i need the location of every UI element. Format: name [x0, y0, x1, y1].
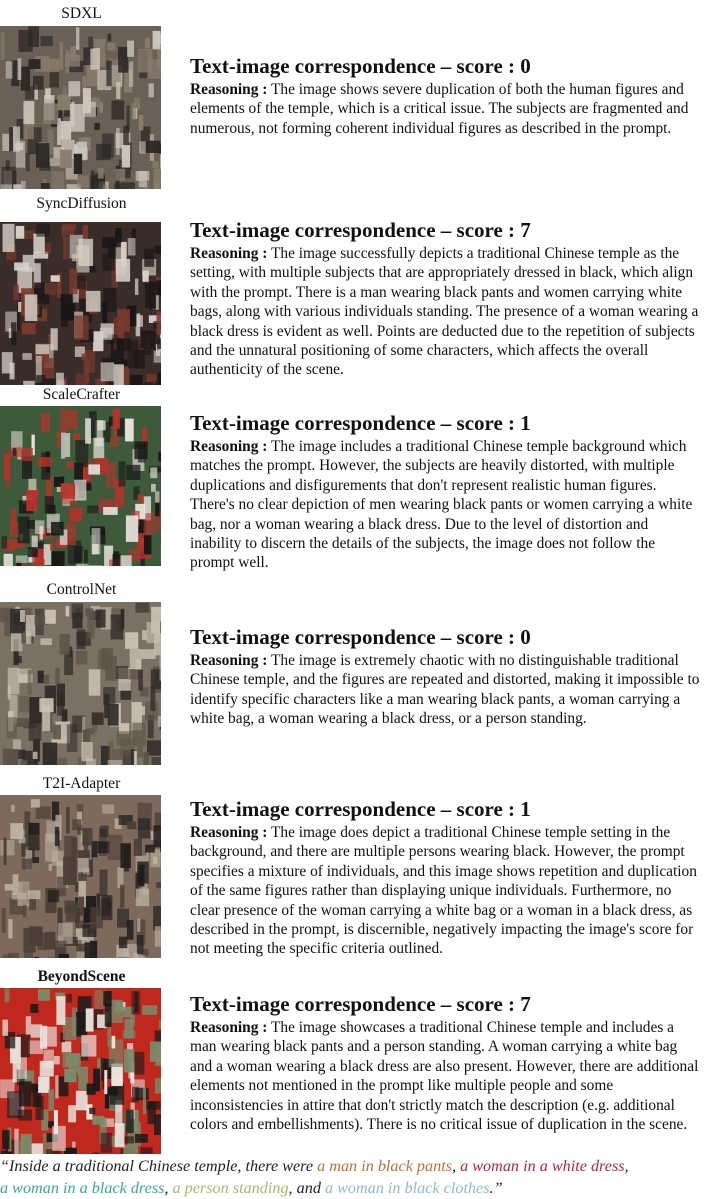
reasoning-text: [190, 437, 702, 573]
reasoning-body: The image includes a traditional Chinese temple background which matches the prompt. However, the subjects are heavily distorted, with multiple duplications and disfigurements that don't represent realistic human figures. There's no clear depiction of men wearing black pants or women carrying a white bag, nor a woman wearing a black dress. Due to the level of distortion and inability to discern the details of the subjects, the image does not follow the prompt well.: [190, 438, 692, 571]
reasoning-label: Reasoning :: [190, 824, 267, 841]
reasoning-label: Reasoning :: [190, 1019, 267, 1036]
method-label: BeyondScene: [0, 968, 163, 986]
comparison-entry-beyondscene: [0, 966, 706, 1156]
generated-image-controlnet: [0, 602, 161, 765]
score-title: Text-image correspondence – score : 1: [190, 411, 702, 435]
reasoning-body: The image successfully depicts a traditional Chinese temple as the setting, with multiple subjects that are appropriately dressed in black, which align with the prompt. There is a man wearing black pants and women carrying white bags, along with various individuals standing. The presence of a woman wearing a black dress is evident as well. Points are deducted due to the repetition of subjects and the unnatural positioning of some characters, which affects the overall authenticity of the scene.: [190, 245, 698, 378]
caption-close: .”: [490, 1179, 503, 1197]
caption-segment-woman-white-dress: a woman in a white dress: [460, 1157, 624, 1175]
caption-segment-woman-black-dress: a woman in a black dress: [0, 1179, 164, 1197]
caption-segment-person-standing: a person standing: [173, 1179, 289, 1197]
reasoning-body: The image is extremely chaotic with no distinguishable traditional Chinese temple, and the figures are repeated and distorted, making it impossible to identify specific characters like a man wearing black pants, a woman carrying a white bag, a woman wearing a black dress, or a person standing.: [190, 652, 699, 727]
reasoning-text: [190, 80, 702, 138]
caption-open: “Inside a traditional Chinese temple, there were: [0, 1157, 317, 1175]
reasoning-body: The image does depict a traditional Chinese temple setting in the background, and there are multiple persons wearing black. However, the prompt specifies a mixture of individuals, and this image shows repetition and duplication of the same figures rather than displaying unique individuals. Furthermore, no clear presence of the woman carrying a white bag or a woman in a black dress, as described in the prompt, is discernible, negatively impacting the image's score for not meeting the specific criteria outlined.: [190, 824, 697, 957]
reasoning-label: Reasoning :: [190, 652, 267, 669]
score-title: Text-image correspondence – score : 7: [190, 992, 702, 1016]
reasoning-text: [190, 651, 702, 729]
reasoning-label: Reasoning :: [190, 81, 267, 98]
method-label: T2I-Adapter: [0, 775, 163, 793]
score-title: Text-image correspondence – score : 0: [190, 625, 702, 649]
caption-separator: ,: [625, 1157, 629, 1175]
generated-image-beyondscene: [0, 988, 161, 1154]
method-label: SDXL: [0, 5, 163, 23]
comparison-entry-syncdiffusion: [0, 192, 706, 387]
score-title: Text-image correspondence – score : 7: [190, 218, 702, 242]
reasoning-body: The image shows severe duplication of both the human figures and elements of the temple, which is a critical issue. The subjects are fragmented and numerous, not forming coherent individual figures as described in the prompt.: [190, 81, 688, 137]
method-label: ScaleCrafter: [0, 386, 163, 404]
caption-separator: , and: [289, 1179, 325, 1197]
reasoning-text: [190, 244, 702, 380]
comparison-entry-t2i-adapter: [0, 772, 706, 965]
generated-image-scalecrafter: [0, 406, 161, 566]
method-label: ControlNet: [0, 581, 163, 599]
score-title: Text-image correspondence – score : 1: [190, 797, 702, 821]
comparison-entry-controlnet: [0, 580, 706, 770]
prompt-caption: [0, 1155, 706, 1199]
reasoning-text: [190, 1018, 702, 1134]
reasoning-label: Reasoning :: [190, 438, 267, 455]
score-title: Text-image correspondence – score : 0: [190, 54, 702, 78]
comparison-entry-sdxl: [0, 0, 706, 192]
comparison-entry-scalecrafter: [0, 386, 706, 580]
reasoning-label: Reasoning :: [190, 245, 267, 262]
reasoning-body: The image showcases a traditional Chinese temple and includes a man wearing black pants and a person standing. A woman carrying a white bag and a woman wearing a black dress are also present. However, there are additional elements not mentioned in the prompt like multiple people and some inconsistencies in attire that don't strictly match the description (e.g. additional colors and embellishments). There is no critical issue of duplication in the scene.: [190, 1019, 698, 1133]
reasoning-text: [190, 823, 702, 959]
caption-segment-woman-black-clothes: a woman in black clothes: [325, 1179, 490, 1197]
caption-separator: ,: [452, 1157, 460, 1175]
generated-image-t2i-adapter: [0, 795, 161, 958]
caption-separator: ,: [164, 1179, 172, 1197]
generated-image-syncdiffusion: [0, 222, 161, 385]
generated-image-sdxl: [0, 26, 161, 189]
caption-segment-man-black-pants: a man in black pants: [317, 1157, 452, 1175]
method-label: SyncDiffusion: [0, 195, 163, 213]
